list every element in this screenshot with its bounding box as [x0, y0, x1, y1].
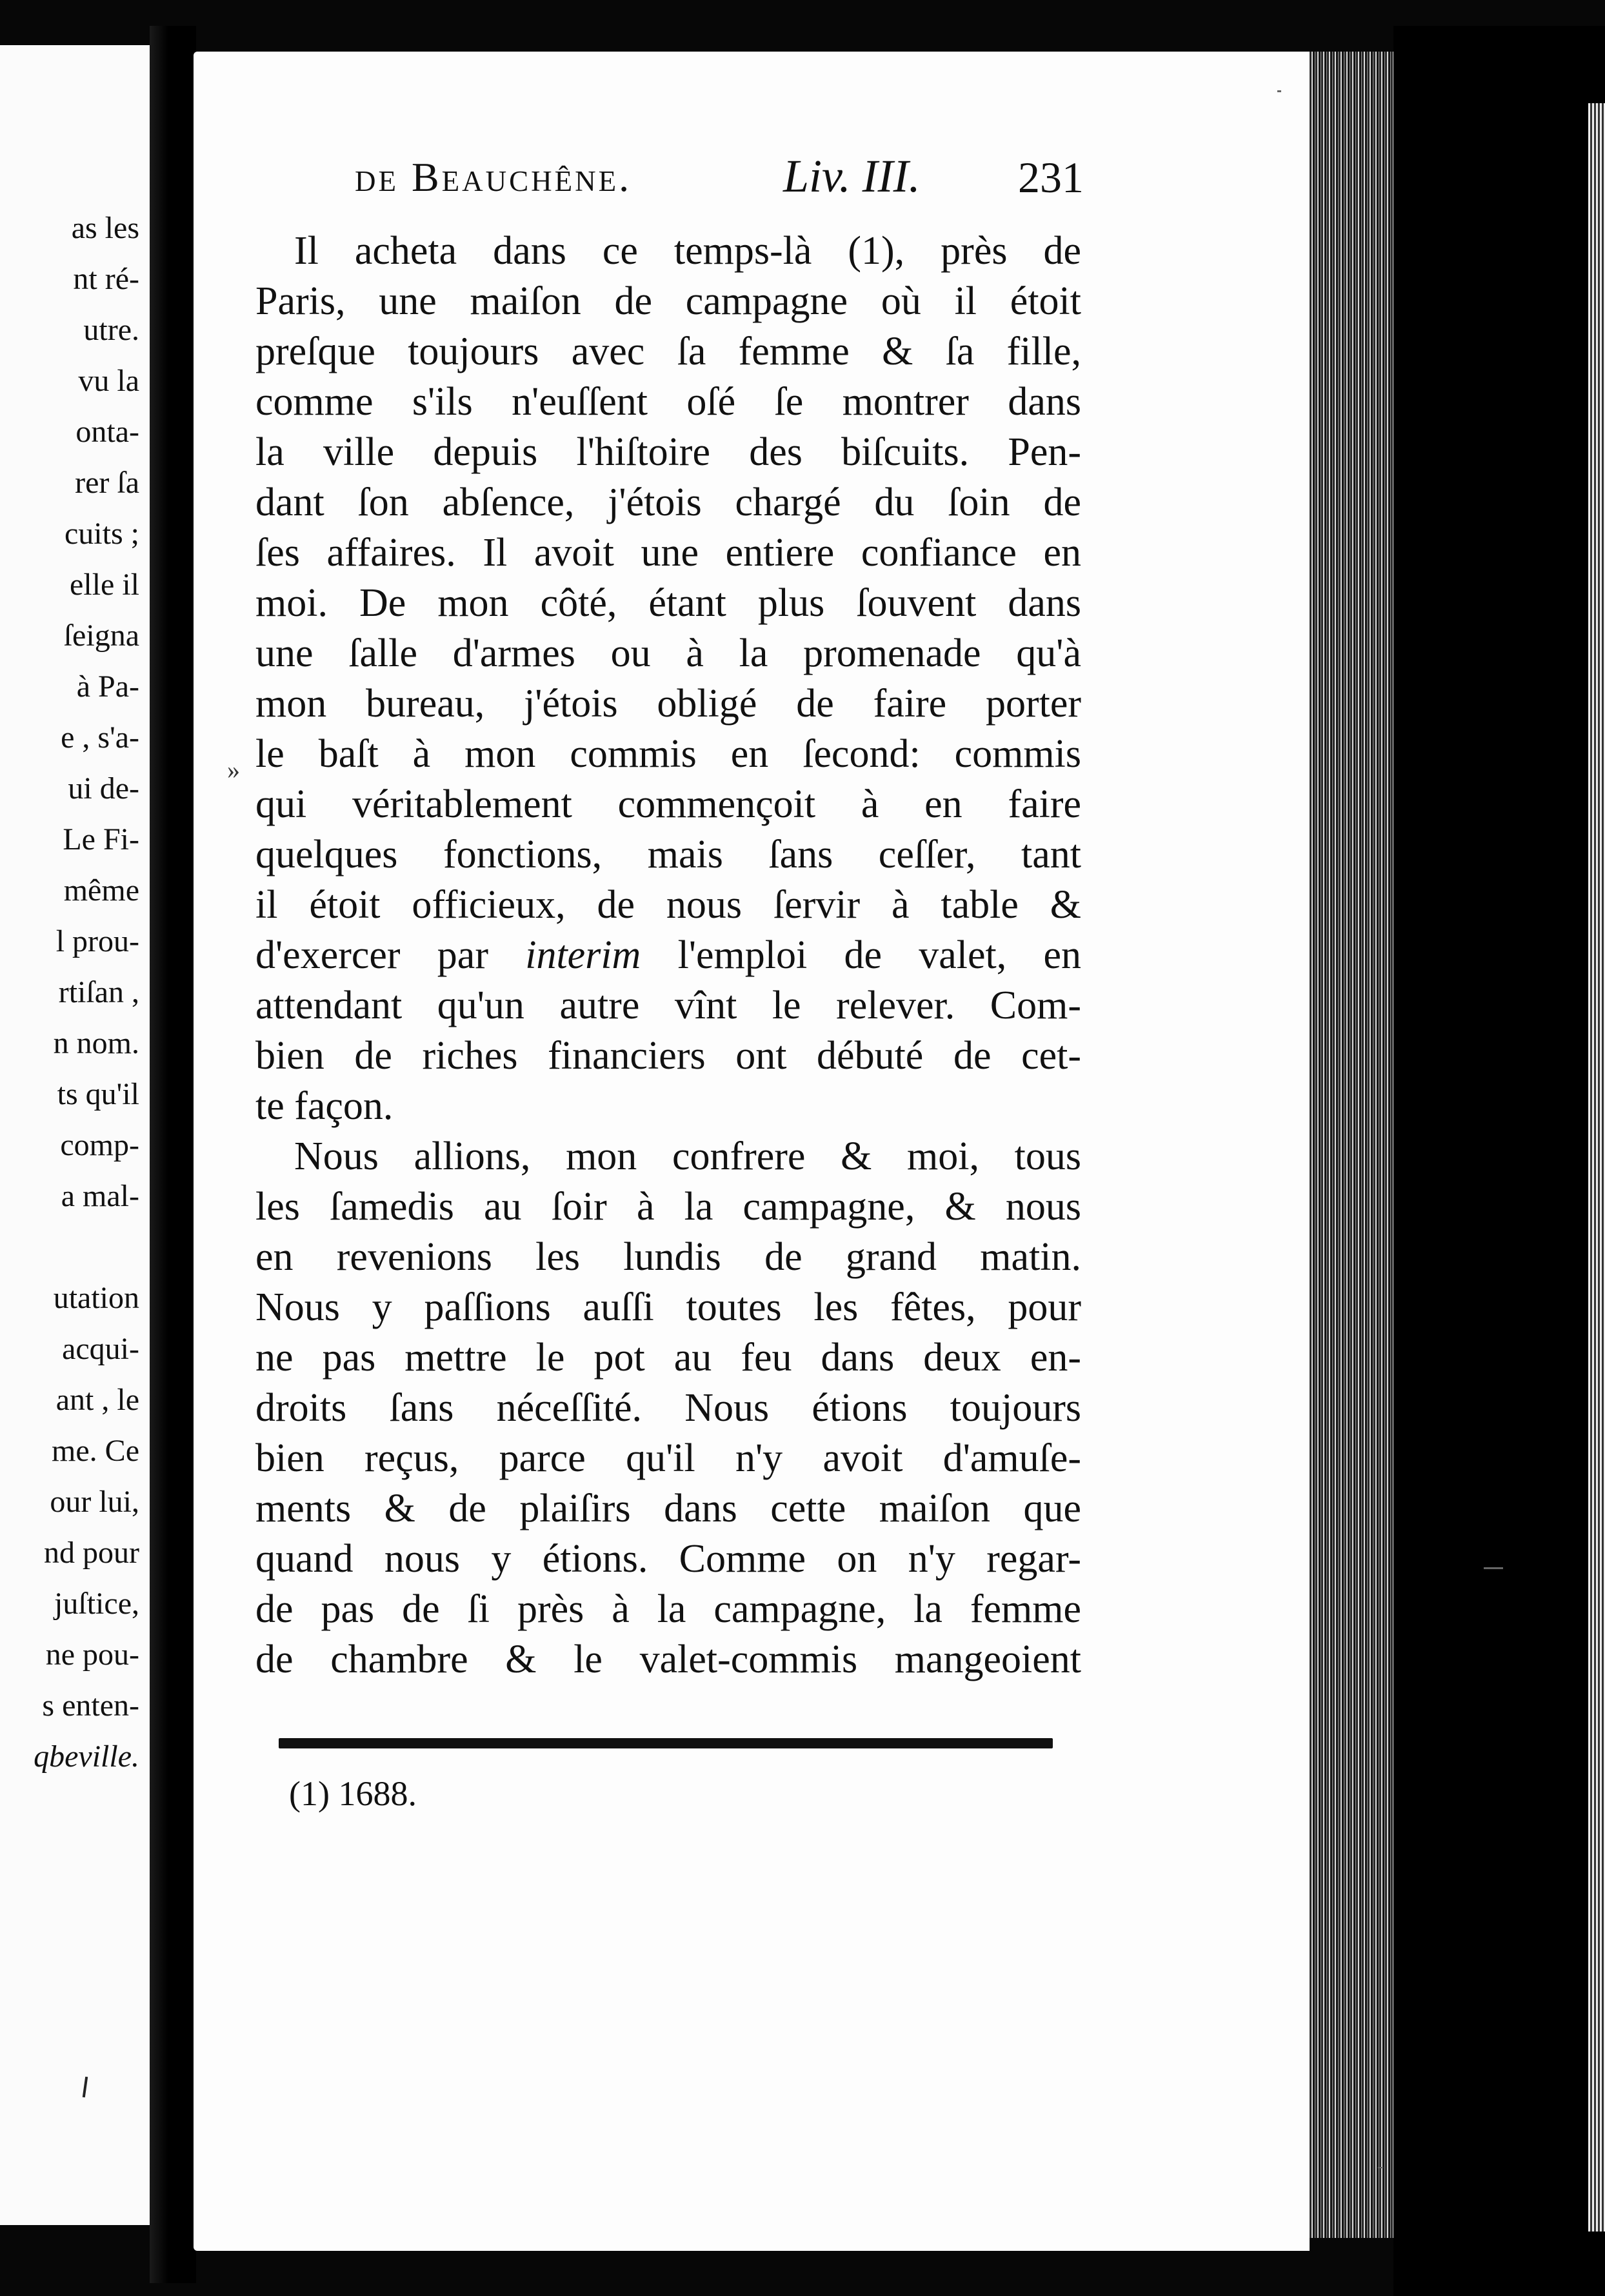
text-line: qui véritablement commençoit à en faire — [255, 782, 1081, 826]
page-number: 231 — [1018, 153, 1084, 202]
footnote-rule — [279, 1738, 1053, 1748]
previous-page-line: à Pa- — [76, 669, 139, 704]
previous-page-line: me. Ce — [52, 1434, 139, 1468]
text-line: droits ſans néceſſité. Nous étions toujours — [255, 1386, 1081, 1430]
text-line: le baſt à mon commis en ſecond: commis — [255, 732, 1081, 776]
text-line: ments & de plaiſirs dans cette maiſon que — [255, 1487, 1081, 1530]
previous-page-line: utation — [53, 1281, 139, 1315]
previous-page-line: ſeigna — [63, 619, 139, 653]
text-line: attendant qu'un autre vînt le relever. Com- — [255, 984, 1081, 1027]
text-line: Nous y paſſions auſſi toutes les fêtes, pour — [255, 1285, 1081, 1329]
running-title: de Beauchêne. — [355, 154, 632, 200]
book-number: Liv. III. — [783, 150, 921, 202]
previous-page-line: acqui- — [62, 1332, 139, 1366]
text-line: il étoit officieux, de nous ſervir à table & — [255, 883, 1081, 927]
italic-word: interim — [525, 933, 641, 977]
text-line: ſes affaires. Il avoit une entiere confiance en — [255, 531, 1081, 575]
previous-page-line: utre. — [83, 313, 139, 347]
text-fragment: l'emploi de valet, en — [677, 933, 1082, 977]
previous-page-line: our lui, — [50, 1485, 139, 1519]
text-fragment: d'exercer par — [255, 933, 488, 977]
text-line: Il acheta dans ce temps-là (1), près de — [294, 229, 1081, 273]
ink-mark — [83, 2077, 88, 2097]
previous-page-line: Le Fi- — [63, 822, 139, 856]
margin-mark: » — [227, 755, 240, 784]
book-gutter — [150, 26, 196, 2283]
text-line: de pas de ſi près à la campagne, la femme — [255, 1587, 1081, 1631]
text-line: les ſamedis au ſoir à la campagne, & nous — [255, 1185, 1081, 1229]
paper-speck — [1378, 2167, 1383, 2168]
previous-page-line: elle il — [70, 568, 139, 602]
previous-page-line: e , s'a- — [61, 720, 139, 755]
book-cover-shadow — [1393, 26, 1605, 2296]
text-line: en revenions les lundis de grand matin. — [255, 1235, 1081, 1279]
text-line: la ville depuis l'hiſtoire des biſcuits. Pen- — [255, 430, 1081, 474]
previous-page-line: qbeville. — [34, 1739, 139, 1774]
text-line: bien reçus, parce qu'il n'y avoit d'amuſe- — [255, 1436, 1081, 1480]
text-line: moi. De mon côté, étant plus ſouvent dans — [255, 581, 1081, 625]
previous-page-line: juſtice, — [54, 1587, 139, 1621]
previous-page-line: a mal- — [61, 1179, 139, 1213]
previous-page-line: ne pou- — [45, 1638, 139, 1672]
previous-page-line: l prou- — [55, 924, 139, 958]
previous-page-line: cuits ; — [65, 517, 139, 551]
text-line: une ſalle d'armes ou à la promenade qu'à — [255, 631, 1081, 675]
page-edges — [1310, 52, 1393, 2238]
paper-speck — [1277, 90, 1281, 92]
text-line: quelques fonctions, mais ſans ceſſer, tant — [255, 833, 1081, 876]
previous-page-line: rtiſan , — [58, 975, 139, 1009]
previous-page-line: as les — [71, 211, 139, 245]
text-line: Nous allions, mon confrere & moi, tous — [294, 1134, 1081, 1178]
previous-page-line: s enten- — [42, 1688, 139, 1723]
text-line: dant ſon abſence, j'étois chargé du ſoin de — [255, 480, 1081, 524]
text-line: comme s'ils n'euſſent oſé ſe montrer dans — [255, 380, 1081, 424]
text-line: ne pas mettre le pot au feu dans deux en- — [255, 1336, 1081, 1380]
previous-page-line: vu la — [78, 364, 139, 398]
previous-page-line: ui de- — [68, 771, 139, 806]
previous-page-line: même — [63, 873, 139, 907]
previous-page-line: onta- — [75, 415, 139, 449]
text-line: te façon. — [255, 1084, 394, 1128]
text-line: de chambre & le valet-commis mangeoient — [255, 1638, 1081, 1681]
previous-page-line: rer ſa — [75, 466, 139, 500]
text-line: mon bureau, j'étois obligé de faire porter — [255, 682, 1081, 726]
previous-page-line: n nom. — [53, 1026, 139, 1060]
previous-page-line: nd pour — [44, 1536, 139, 1570]
text-line: quand nous y étions. Comme on n'y regar- — [255, 1537, 1081, 1581]
next-pages-edge — [1588, 103, 1605, 2232]
previous-page-line: nt ré- — [73, 262, 139, 296]
paper-speck — [1484, 1567, 1503, 1569]
text-line-interim — [255, 930, 1081, 980]
previous-page-fragment — [0, 45, 155, 2225]
footnote: (1) 1688. — [289, 1774, 417, 1813]
running-header — [355, 150, 1084, 208]
text-line: preſque toujours avec ſa femme & ſa fille, — [255, 330, 1081, 373]
previous-page-line: ant , le — [55, 1383, 139, 1417]
text-line: Paris, une maiſon de campagne où il étoit — [255, 279, 1081, 323]
previous-page-line: comp- — [60, 1128, 139, 1162]
text-line: bien de riches financiers ont débuté de cet- — [255, 1034, 1081, 1078]
previous-page-line: ts qu'il — [57, 1077, 139, 1111]
